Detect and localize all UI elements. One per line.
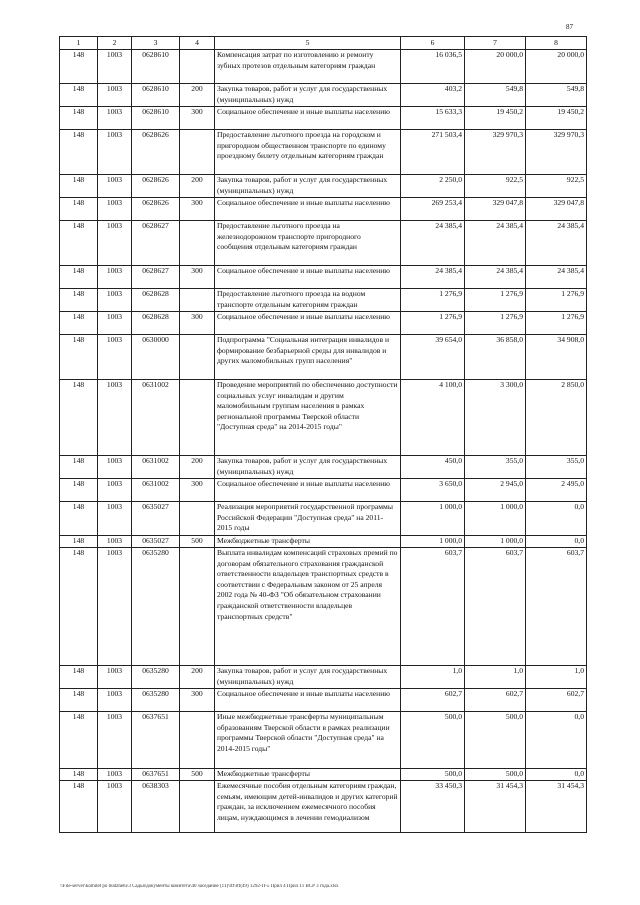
table-row: [60, 175, 587, 198]
cell-value-2014: 1 276,9: [401, 289, 465, 312]
cell-section-code: 1003: [98, 221, 132, 266]
cell-value-2016: 0,0: [526, 536, 587, 548]
cell-description: Социальное обеспечение и иные выплаты населению: [215, 198, 401, 221]
cell-admin-code: 148: [60, 781, 98, 833]
cell-target-code: 0628610: [132, 84, 180, 107]
cell-value-2016: 355,0: [526, 456, 587, 479]
cell-description: Предоставление льготного проезда на железнодорожном транспорте пригородного сообщения отдельным категориям граждан: [215, 221, 401, 266]
cell-admin-code: 148: [60, 266, 98, 289]
cell-target-code: 0635280: [132, 548, 180, 666]
cell-admin-code: 148: [60, 689, 98, 712]
cell-value-2016: 1 276,9: [526, 312, 587, 335]
cell-target-code: 0628627: [132, 221, 180, 266]
cell-description: Закупка товаров, работ и услуг для государственных (муниципальных) нужд: [215, 666, 401, 689]
cell-section-code: 1003: [98, 712, 132, 769]
cell-value-2014: 403,2: [401, 84, 465, 107]
table-row: [60, 548, 587, 666]
cell-description: Социальное обеспечение и иные выплаты населению: [215, 479, 401, 502]
cell-value-2016: 19 450,2: [526, 107, 587, 130]
cell-admin-code: 148: [60, 712, 98, 769]
cell-expense-type: [180, 221, 215, 266]
cell-value-2014: 15 633,3: [401, 107, 465, 130]
cell-value-2015: 31 454,3: [465, 781, 526, 833]
cell-admin-code: 148: [60, 198, 98, 221]
table-row: [60, 130, 587, 175]
cell-value-2014: 4 100,0: [401, 380, 465, 456]
cell-section-code: 1003: [98, 479, 132, 502]
cell-target-code: 0628610: [132, 50, 180, 84]
header-col-2: 2: [98, 37, 132, 50]
header-col-1: 1: [60, 37, 98, 50]
cell-expense-type: [180, 712, 215, 769]
cell-expense-type: 300: [180, 479, 215, 502]
cell-value-2014: 603,7: [401, 548, 465, 666]
cell-target-code: 0628610: [132, 107, 180, 130]
cell-value-2014: 33 450,3: [401, 781, 465, 833]
cell-value-2014: 269 253,4: [401, 198, 465, 221]
cell-description: Подпрограмма "Социальная интеграция инвалидов и формирование безбарьерной среды для инвалидов и других маломобильных групп населения": [215, 335, 401, 380]
cell-value-2015: 355,0: [465, 456, 526, 479]
cell-value-2015: 2 945,0: [465, 479, 526, 502]
cell-admin-code: 148: [60, 548, 98, 666]
table-row: [60, 50, 587, 84]
cell-target-code: 0630000: [132, 335, 180, 380]
cell-description: Социальное обеспечение и иные выплаты населению: [215, 107, 401, 130]
table-row: [60, 769, 587, 781]
cell-value-2015: 500,0: [465, 712, 526, 769]
cell-value-2015: 19 450,2: [465, 107, 526, 130]
cell-section-code: 1003: [98, 781, 132, 833]
cell-admin-code: 148: [60, 380, 98, 456]
cell-value-2014: 602,7: [401, 689, 465, 712]
cell-target-code: 0628626: [132, 198, 180, 221]
cell-description: Реализация мероприятий государственной программы Российской Федерации "Доступная среда" на 2011-2015 годы: [215, 502, 401, 536]
cell-description: Закупка товаров, работ и услуг для государственных (муниципальных) нужд: [215, 456, 401, 479]
cell-value-2016: 34 908,0: [526, 335, 587, 380]
cell-section-code: 1003: [98, 380, 132, 456]
table-row: [60, 456, 587, 479]
cell-value-2016: 0,0: [526, 502, 587, 536]
cell-section-code: 1003: [98, 84, 132, 107]
cell-description: Выплата инвалидам компенсаций страховых премий по договорам обязательного страхования гражданской ответственности владельцев транспортных средств в соответствии с Федеральным законом от 25 апреля 2002 года № 40-ФЗ "Об обязательном страховании гражданской ответственности владельцев транспортных средств": [215, 548, 401, 666]
cell-value-2016: 2 850,0: [526, 380, 587, 456]
cell-admin-code: 148: [60, 312, 98, 335]
cell-section-code: 1003: [98, 175, 132, 198]
cell-description: Проведение мероприятий по обеспечению доступности социальных услуг инвалидам и другим маломобильным группам населения в рамках региональной программы Тверской области "Доступная среда" на 2014-2015 годы": [215, 380, 401, 456]
cell-description: Иные межбюджетные трансферты муниципальным образованиям Тверской области в рамках реализации программы Тверской области "Доступная среда" на 2014-2015 годы": [215, 712, 401, 769]
cell-description: Ежемесячные пособия отдельным категориям граждан, семьям, имеющим детей-инвалидов и других категорий граждан, за исключением ежемесячного пособия лицам, нуждающимся в лечении гемодиализом: [215, 781, 401, 833]
cell-section-code: 1003: [98, 502, 132, 536]
cell-section-code: 1003: [98, 689, 132, 712]
cell-value-2015: 1 000,0: [465, 502, 526, 536]
cell-value-2014: 3 650,0: [401, 479, 465, 502]
cell-value-2015: 1 276,9: [465, 289, 526, 312]
cell-target-code: 0637651: [132, 712, 180, 769]
cell-target-code: 0638303: [132, 781, 180, 833]
header-col-5: 5: [215, 37, 401, 50]
header-col-7: 7: [465, 37, 526, 50]
cell-target-code: 0635027: [132, 502, 180, 536]
table-row: [60, 198, 587, 221]
cell-section-code: 1003: [98, 107, 132, 130]
cell-section-code: 1003: [98, 335, 132, 380]
cell-admin-code: 148: [60, 130, 98, 175]
cell-value-2015: 24 385,4: [465, 266, 526, 289]
cell-expense-type: 200: [180, 666, 215, 689]
cell-value-2014: 2 250,0: [401, 175, 465, 198]
cell-description: Социальное обеспечение и иные выплаты населению: [215, 689, 401, 712]
cell-value-2016: 0,0: [526, 769, 587, 781]
table-row: [60, 312, 587, 335]
cell-value-2014: 1,0: [401, 666, 465, 689]
table-row: [60, 107, 587, 130]
cell-value-2016: 31 454,3: [526, 781, 587, 833]
table-row: [60, 479, 587, 502]
cell-value-2016: 20 000,0: [526, 50, 587, 84]
cell-value-2016: 603,7: [526, 548, 587, 666]
table-row: [60, 536, 587, 548]
cell-section-code: 1003: [98, 266, 132, 289]
table-row: [60, 84, 587, 107]
header-col-8: 8: [526, 37, 587, 50]
cell-value-2015: 24 385,4: [465, 221, 526, 266]
cell-value-2014: 450,0: [401, 456, 465, 479]
cell-value-2015: 603,7: [465, 548, 526, 666]
cell-description: Компенсация затрат по изготовлению и ремонту зубных протезов отдельным категориям граждан: [215, 50, 401, 84]
cell-expense-type: [180, 502, 215, 536]
cell-expense-type: 300: [180, 266, 215, 289]
cell-value-2015: 329 047,8: [465, 198, 526, 221]
cell-description: Закупка товаров, работ и услуг для государственных (муниципальных) нужд: [215, 175, 401, 198]
cell-section-code: 1003: [98, 666, 132, 689]
table-header-row: [60, 37, 587, 50]
cell-target-code: 0628627: [132, 266, 180, 289]
table-row: [60, 712, 587, 769]
table-row: [60, 289, 587, 312]
table-row: [60, 502, 587, 536]
cell-section-code: 1003: [98, 769, 132, 781]
cell-target-code: 0628628: [132, 312, 180, 335]
cell-expense-type: 300: [180, 198, 215, 221]
cell-value-2015: 500,0: [465, 769, 526, 781]
cell-description: Социальное обеспечение и иные выплаты населению: [215, 312, 401, 335]
cell-expense-type: [180, 50, 215, 84]
cell-value-2014: 16 036,5: [401, 50, 465, 84]
cell-target-code: 0628626: [132, 130, 180, 175]
cell-admin-code: 148: [60, 536, 98, 548]
cell-target-code: 0637651: [132, 769, 180, 781]
cell-description: Межбюджетные трансферты: [215, 769, 401, 781]
cell-value-2015: 602,7: [465, 689, 526, 712]
cell-section-code: 1003: [98, 50, 132, 84]
cell-section-code: 1003: [98, 130, 132, 175]
cell-value-2014: 1 000,0: [401, 502, 465, 536]
table-row: [60, 266, 587, 289]
cell-target-code: 0628626: [132, 175, 180, 198]
cell-section-code: 1003: [98, 198, 132, 221]
cell-value-2014: 24 385,4: [401, 266, 465, 289]
cell-value-2016: 329 970,3: [526, 130, 587, 175]
cell-admin-code: 148: [60, 335, 98, 380]
file-path-footer: \\File-server\komitet po budzhetu\3 Садья\документы комитета\40 заседание (11)\rtf\rtf(49) 1292-П-5 Прил 4 Прил 11 ВСР 3 года.xlsx: [60, 884, 339, 889]
table-row: [60, 689, 587, 712]
cell-admin-code: 148: [60, 50, 98, 84]
header-col-6: 6: [401, 37, 465, 50]
cell-expense-type: [180, 548, 215, 666]
cell-value-2014: 1 276,9: [401, 312, 465, 335]
cell-value-2016: 24 385,4: [526, 266, 587, 289]
cell-expense-type: 300: [180, 107, 215, 130]
cell-target-code: 0631002: [132, 380, 180, 456]
cell-value-2015: 329 970,3: [465, 130, 526, 175]
cell-expense-type: 300: [180, 689, 215, 712]
cell-section-code: 1003: [98, 312, 132, 335]
cell-expense-type: 200: [180, 84, 215, 107]
cell-description: Социальное обеспечение и иные выплаты населению: [215, 266, 401, 289]
cell-value-2015: 1 276,9: [465, 312, 526, 335]
cell-expense-type: [180, 289, 215, 312]
cell-value-2016: 2 495,0: [526, 479, 587, 502]
cell-target-code: 0628628: [132, 289, 180, 312]
page-number: 87: [566, 23, 573, 31]
cell-value-2016: 1 276,9: [526, 289, 587, 312]
cell-expense-type: 200: [180, 175, 215, 198]
cell-value-2014: 500,0: [401, 769, 465, 781]
cell-section-code: 1003: [98, 548, 132, 666]
cell-value-2014: 271 503,4: [401, 130, 465, 175]
cell-target-code: 0635280: [132, 666, 180, 689]
cell-section-code: 1003: [98, 289, 132, 312]
cell-value-2016: 329 047,8: [526, 198, 587, 221]
cell-admin-code: 148: [60, 84, 98, 107]
cell-value-2016: 24 385,4: [526, 221, 587, 266]
cell-description: Межбюджетные трансферты: [215, 536, 401, 548]
cell-value-2015: 922,5: [465, 175, 526, 198]
cell-admin-code: 148: [60, 479, 98, 502]
cell-description: Предоставление льготного проезда на водном транспорте отдельным категориям граждан: [215, 289, 401, 312]
table-row: [60, 781, 587, 833]
cell-expense-type: [180, 130, 215, 175]
cell-admin-code: 148: [60, 175, 98, 198]
cell-value-2014: 39 654,0: [401, 335, 465, 380]
cell-description: Предоставление льготного проезда на городском и пригородном общественном транспорте по единому проездному билету отдельным категориям граждан: [215, 130, 401, 175]
table-row: [60, 221, 587, 266]
cell-expense-type: 300: [180, 312, 215, 335]
cell-value-2014: 500,0: [401, 712, 465, 769]
header-col-4: 4: [180, 37, 215, 50]
cell-section-code: 1003: [98, 456, 132, 479]
cell-admin-code: 148: [60, 769, 98, 781]
cell-value-2016: 1,0: [526, 666, 587, 689]
cell-value-2015: 1 000,0: [465, 536, 526, 548]
cell-admin-code: 148: [60, 666, 98, 689]
cell-target-code: 0631002: [132, 479, 180, 502]
cell-target-code: 0635027: [132, 536, 180, 548]
table-row: [60, 380, 587, 456]
table-row: [60, 335, 587, 380]
cell-expense-type: [180, 380, 215, 456]
cell-expense-type: [180, 335, 215, 380]
cell-expense-type: 500: [180, 769, 215, 781]
budget-table: [59, 36, 587, 833]
cell-value-2014: 1 000,0: [401, 536, 465, 548]
cell-expense-type: 200: [180, 456, 215, 479]
cell-target-code: 0635280: [132, 689, 180, 712]
cell-admin-code: 148: [60, 456, 98, 479]
cell-value-2015: 20 000,0: [465, 50, 526, 84]
cell-value-2016: 0,0: [526, 712, 587, 769]
cell-admin-code: 148: [60, 107, 98, 130]
cell-admin-code: 148: [60, 289, 98, 312]
table-row: [60, 666, 587, 689]
cell-section-code: 1003: [98, 536, 132, 548]
cell-value-2015: 3 300,0: [465, 380, 526, 456]
cell-value-2015: 36 858,0: [465, 335, 526, 380]
cell-admin-code: 148: [60, 221, 98, 266]
cell-value-2015: 1,0: [465, 666, 526, 689]
cell-description: Закупка товаров, работ и услуг для государственных (муниципальных) нужд: [215, 84, 401, 107]
cell-expense-type: [180, 781, 215, 833]
cell-expense-type: 500: [180, 536, 215, 548]
cell-value-2016: 602,7: [526, 689, 587, 712]
cell-value-2016: 922,5: [526, 175, 587, 198]
cell-value-2016: 549,8: [526, 84, 587, 107]
cell-value-2015: 549,8: [465, 84, 526, 107]
header-col-3: 3: [132, 37, 180, 50]
cell-value-2014: 24 385,4: [401, 221, 465, 266]
cell-target-code: 0631002: [132, 456, 180, 479]
cell-admin-code: 148: [60, 502, 98, 536]
